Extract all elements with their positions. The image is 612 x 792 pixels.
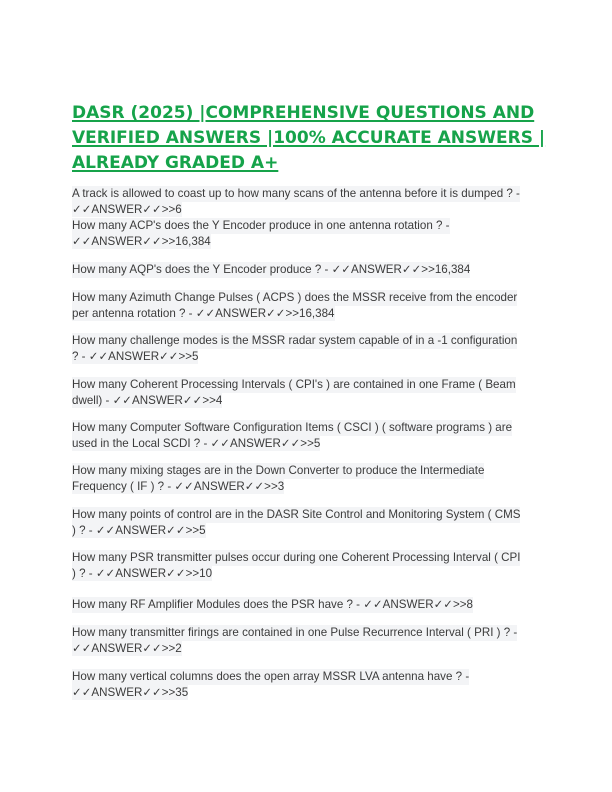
qa-line: ✓✓ANSWER✓✓>>6 xyxy=(72,202,182,216)
qa-item xyxy=(72,333,542,364)
qa-line: How many PSR transmitter pulses occur during one Coherent Processing Interval ( CPI xyxy=(72,551,521,564)
qa-line: ✓✓ANSWER✓✓>>35 xyxy=(72,685,189,699)
qa-item xyxy=(72,420,542,451)
qa-line: How many Computer Software Configuration Items ( CSCI ) ( software programs ) are xyxy=(72,421,513,434)
qa-line: How many vertical columns does the open array MSSR LVA antenna have ? - xyxy=(72,670,470,683)
title-line: ALREADY GRADED A+ xyxy=(72,153,279,173)
qa-item xyxy=(72,218,542,249)
qa-line: How many AQP's does the Y Encoder produce ? - ✓✓ANSWER✓✓>>16,384 xyxy=(72,263,471,276)
qa-item xyxy=(72,377,542,408)
qa-line: How many transmitter firings are contained in one Pulse Recurrence Interval ( PRI ) ? - xyxy=(72,626,518,639)
qa-line: dwell) - ✓✓ANSWER✓✓>>4 xyxy=(72,393,223,407)
qa-item xyxy=(72,290,542,321)
qa-item xyxy=(72,625,542,656)
qa-line: ✓✓ANSWER✓✓>>2 xyxy=(72,641,182,655)
qa-line: How many mixing stages are in the Down Converter to produce the Intermediate xyxy=(72,464,485,477)
qa-line: per antenna rotation ? - ✓✓ANSWER✓✓>>16,384 xyxy=(72,306,335,320)
title-line: DASR (2025) |COMPREHENSIVE QUESTIONS AND xyxy=(72,103,535,123)
qa-line: ) ? - ✓✓ANSWER✓✓>>5 xyxy=(72,523,206,537)
document-title xyxy=(72,101,546,176)
qa-line: ) ? - ✓✓ANSWER✓✓>>10 xyxy=(72,566,213,580)
qa-item xyxy=(72,463,542,494)
qa-line: Frequency ( IF ) ? - ✓✓ANSWER✓✓>>3 xyxy=(72,479,285,493)
qa-line: How many Coherent Processing Intervals ( CPI's ) are contained in one Frame ( Beam xyxy=(72,378,516,391)
qa-item xyxy=(72,669,542,700)
qa-line: used in the Local SCDI ? - ✓✓ANSWER✓✓>>5 xyxy=(72,436,321,450)
qa-item xyxy=(72,507,542,538)
qa-line: How many Azimuth Change Pulses ( ACPS ) does the MSSR receive from the encoder xyxy=(72,291,518,304)
qa-line: A track is allowed to coast up to how many scans of the antenna before it is dumped ? - xyxy=(72,187,520,200)
qa-item xyxy=(72,597,542,613)
qa-item xyxy=(72,550,542,581)
title-line: VERIFIED ANSWERS |100% ACCURATE ANSWERS | xyxy=(72,128,546,148)
qa-line: How many challenge modes is the MSSR radar system capable of in a -1 configuration xyxy=(72,334,518,347)
qa-line: ? - ✓✓ANSWER✓✓>>5 xyxy=(72,349,199,363)
qa-item xyxy=(72,262,542,278)
qa-line: How many RF Amplifier Modules does the PSR have ? - ✓✓ANSWER✓✓>>8 xyxy=(72,598,473,611)
qa-item xyxy=(72,186,542,217)
qa-line: How many ACP's does the Y Encoder produce in one antenna rotation ? - xyxy=(72,219,450,232)
qa-line: How many points of control are in the DASR Site Control and Monitoring System ( CMS xyxy=(72,508,521,521)
qa-line: ✓✓ANSWER✓✓>>16,384 xyxy=(72,234,211,248)
